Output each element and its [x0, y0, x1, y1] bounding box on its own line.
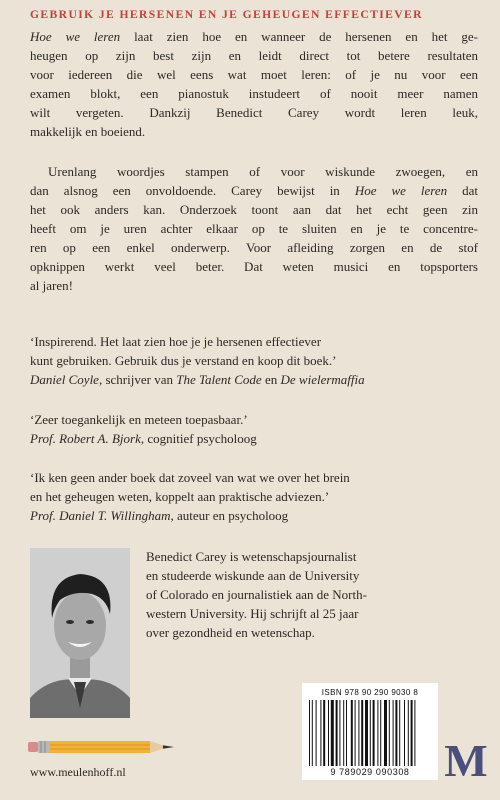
intro-line: heugen op zijn best zijn en leidt direct tot betere resultaten	[30, 48, 478, 63]
body-text: dan alsnog een onvoldoende. Carey bewijst in	[30, 183, 355, 198]
quote-author: Prof. Robert A. Bjork	[30, 431, 141, 446]
body-text: dat	[447, 183, 478, 198]
barcode	[302, 683, 438, 780]
attribution-text: , auteur en psycholoog	[170, 508, 289, 523]
book-title: Hoe we leren	[354, 183, 448, 198]
quote-line: ‘Ik ken geen ander boek dat zoveel van wat we over het brein	[30, 470, 350, 485]
bio-line: en studeerde wiskunde aan de University	[146, 568, 360, 583]
intro-line	[30, 27, 478, 46]
bio-line: over gezondheid en wetenschap.	[146, 625, 315, 640]
quote-attribution	[30, 506, 480, 525]
book-title: The Talent Code	[176, 372, 262, 387]
intro-line: examen blokt, een pianostuk instudeert of nooit meer namen	[30, 86, 478, 101]
pencil-icon	[28, 739, 176, 755]
body-line: Urenlang woordjes stampen of voor wiskunde zwoegen, en	[48, 164, 478, 179]
attribution-text: , cognitief psycholoog	[140, 431, 257, 446]
isbn-label: ISBN 978 90 290 9030 8	[321, 688, 419, 697]
intro-text: laat zien hoe en wanneer de hersenen en het ge-	[120, 29, 478, 44]
attribution-text: en	[261, 372, 281, 387]
publisher-website: www.meulenhoff.nl	[30, 765, 126, 779]
quote-bjork	[30, 410, 480, 448]
body-line: opknippen werkt veel beter. Dat weten musici en topsporters	[30, 259, 478, 274]
book-title: Hoe we leren	[30, 29, 121, 44]
intro-line: wilt vergeten. Dankzij Benedict Carey wordt leren leuk,	[30, 105, 478, 120]
publisher-logo-letter: M	[444, 736, 488, 782]
quote-line: kunt gebruiken. Gebruik dus je verstand en koop dit boek.’	[30, 353, 337, 368]
quote-line: ‘Inspirerend. Het laat zien hoe je je hersenen effectiever	[30, 334, 322, 349]
back-cover-heading: GEBRUIK JE HERSENEN EN JE GEHEUGEN EFFECTIEVER	[30, 8, 423, 21]
quote-line: en het geheugen weten, koppelt aan praktische adviezen.’	[30, 489, 330, 504]
attribution-text: , schrijver van	[98, 372, 177, 387]
barcode-digits: 9 789029 090308	[330, 767, 410, 777]
barcode-bars	[308, 700, 432, 766]
book-title: De wielermaffia	[280, 372, 365, 387]
quote-line: ‘Zeer toegankelijk en meteen toepasbaar.’	[30, 412, 248, 427]
quote-author: Daniel Coyle	[30, 372, 99, 387]
body-line: het ook anders kan. Onderzoek toont aan dat het echt geen zin	[30, 202, 478, 217]
quote-author: Prof. Daniel T. Willingham	[30, 508, 171, 523]
bio-line: of Colorado en journalistiek aan de North-	[146, 587, 367, 602]
author-bio	[146, 547, 486, 642]
body-line: ren op een enkel onderwerp. Voor afleiding zorgen en de stof	[30, 240, 478, 255]
quote-coyle	[30, 332, 480, 389]
quote-willingham	[30, 468, 480, 525]
body-line: heeft om je uren achter elkaar op te sluiten en je te concentre-	[30, 221, 478, 236]
intro-line: voor iedereen die wel eens wat moet leren: of je nu voor een	[30, 67, 478, 82]
bio-line: western University. Hij schrijft al 25 jaar	[146, 606, 359, 621]
quote-attribution	[30, 429, 480, 448]
intro-line: makkelijk en boeiend.	[30, 124, 146, 139]
body-paragraph	[30, 162, 478, 295]
author-photo	[30, 548, 130, 718]
body-line	[30, 181, 478, 200]
quote-attribution	[30, 370, 480, 389]
bio-line: Benedict Carey is wetenschapsjournalist	[146, 549, 357, 564]
body-line: al jaren!	[30, 278, 73, 293]
intro-paragraph	[30, 27, 478, 141]
author-photo-graphic	[30, 548, 130, 718]
publisher-logo	[444, 736, 488, 782]
